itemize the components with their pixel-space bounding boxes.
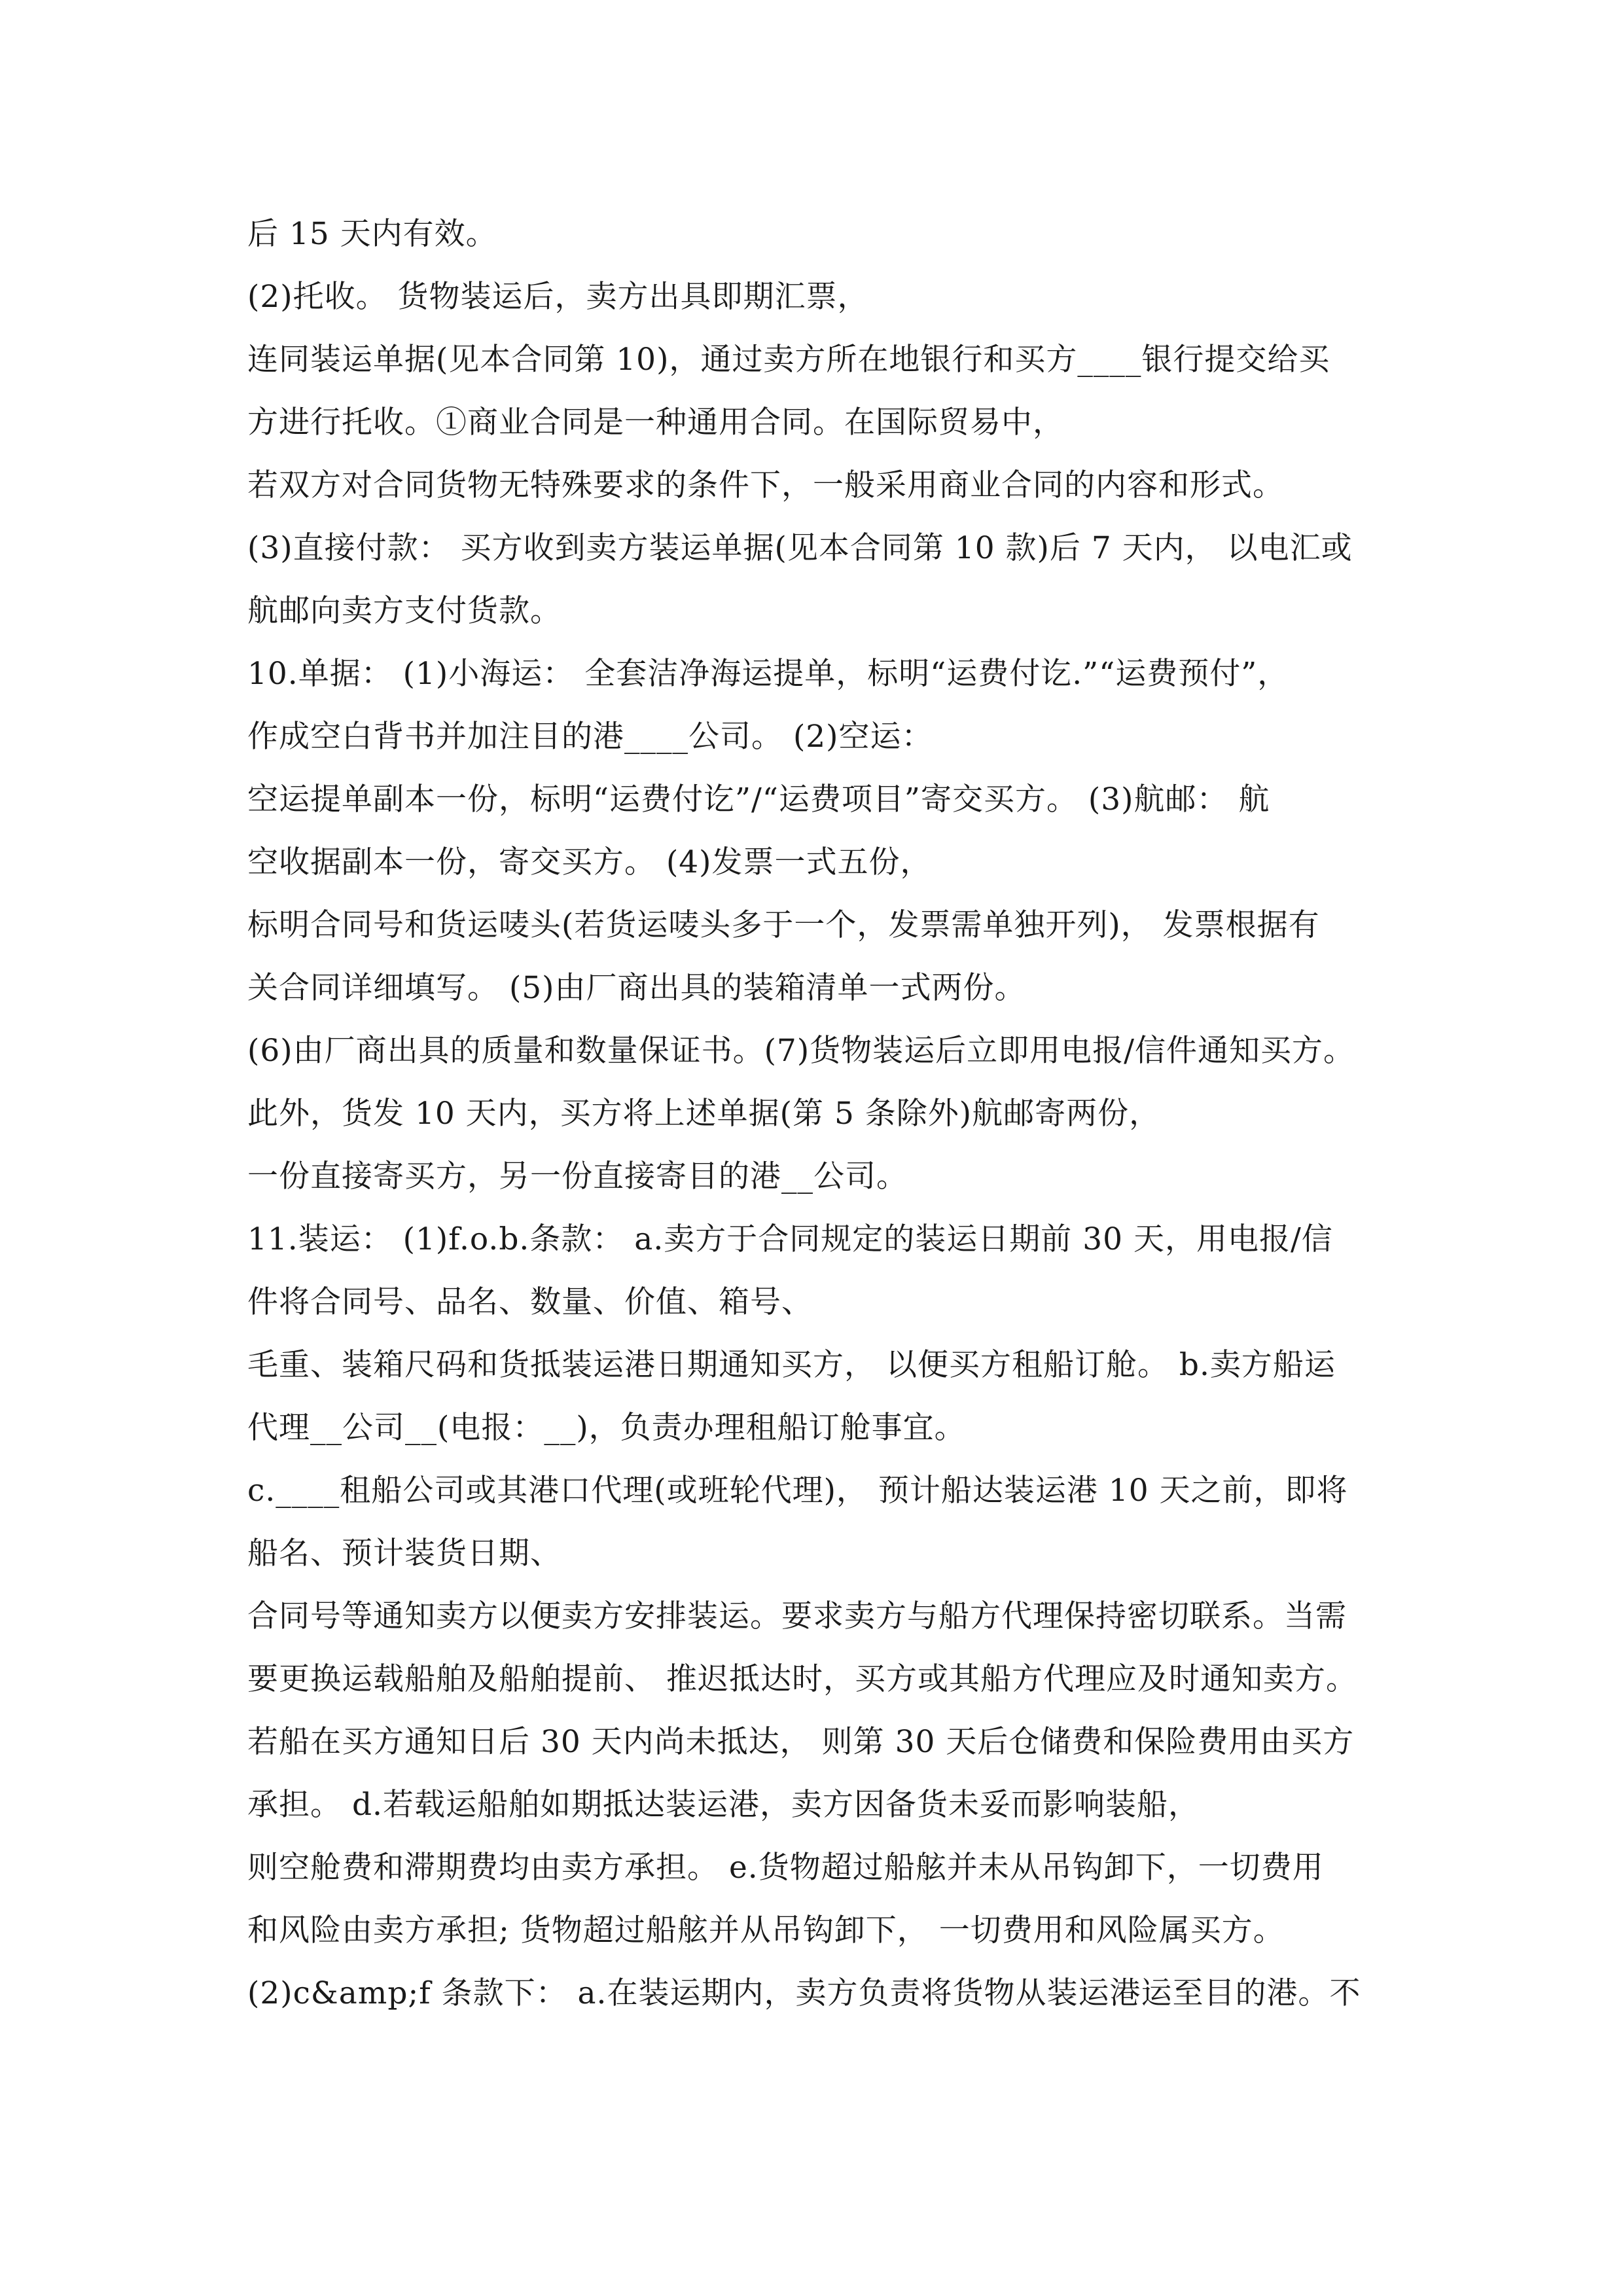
text-line: 代理__公司__(电报：__)，负责办理租船订舱事宜。 <box>247 1410 966 1446</box>
text-line: 和风险由卖方承担; 货物超过船舷并从吊钩卸下， 一切费用和风险属买方。 <box>247 1912 1285 1948</box>
text-line: 承担。 d.若载运船舶如期抵达装运港，卖方因备货未妥而影响装船， <box>247 1787 1200 1823</box>
text-line: 作成空白背书并加注目的港____公司。 (2)空运： <box>247 719 933 755</box>
text-line: 要更换运载船舶及船舶提前、 推迟抵达时，买方或其船方代理应及时通知卖方。 <box>247 1661 1357 1697</box>
text-line: 船名、预计装货日期、 <box>247 1535 562 1571</box>
text-line: 毛重、装箱尺码和货抵装运港日期通知买方， 以便买方租船订舱。 b.卖方船运 <box>247 1347 1336 1383</box>
text-line: (2)c&amp;f 条款下： a.在装运期内，卖方负责将货物从装运港运至目的港。不 <box>247 1975 1361 2011</box>
text-line: 标明合同号和货运唛头(若货运唛头多于一个，发票需单独开列)， 发票根据有 <box>247 907 1320 943</box>
text-line: 航邮向卖方支付货款。 <box>247 593 562 629</box>
text-line: (2)托收。 货物装运后，卖方出具即期汇票， <box>247 279 869 315</box>
text-line: 此外，货发 10 天内，买方将上述单据(第 5 条除外)航邮寄两份， <box>247 1096 1161 1132</box>
text-line: 连同装运单据(见本合同第 10)，通过卖方所在地银行和买方____银行提交给买 <box>247 342 1330 378</box>
text-line: 空运提单副本一份，标明“运费付讫”/“运费项目”寄交买方。 (3)航邮： 航 <box>247 781 1270 817</box>
text-line: 若船在买方通知日后 30 天内尚未抵达， 则第 30 天后仓储费和保险费用由买方 <box>247 1724 1355 1760</box>
text-line: (6)由厂商出具的质量和数量保证书。(7)货物装运后立即用电报/信件通知买方。 <box>247 1033 1355 1069</box>
text-line: 10.单据： (1)小海运： 全套洁净海运提单，标明“运费付讫.”“运费预付”， <box>247 656 1289 692</box>
text-line: 件将合同号、品名、数量、价值、箱号、 <box>247 1284 813 1320</box>
text-line: 则空舱费和滞期费均由卖方承担。 e.货物超过船舷并未从吊钩卸下，一切费用 <box>247 1850 1324 1886</box>
text-line: 关合同详细填写。 (5)由厂商出具的装箱清单一式两份。 <box>247 970 1026 1006</box>
text-line: 11.装运： (1)f.o.b.条款： a.卖方于合同规定的装运日期前 30 天，用电报/信 <box>247 1221 1333 1257</box>
text-line: 空收据副本一份，寄交买方。 (4)发票一式五份， <box>247 844 932 880</box>
text-line: 若双方对合同货物无特殊要求的条件下，一般采用商业合同的内容和形式。 <box>247 467 1284 503</box>
text-line: 后 15 天内有效。 <box>247 216 497 252</box>
text-line: (3)直接付款： 买方收到卖方装运单据(见本合同第 10 款)后 7 天内， 以电汇或 <box>247 530 1353 566</box>
document-body <box>247 203 1432 2025</box>
text-line: 合同号等通知卖方以便卖方安排装运。要求卖方与船方代理保持密切联系。当需 <box>247 1598 1347 1634</box>
text-line: c.____租船公司或其港口代理(或班轮代理)， 预计船达装运港 10 天之前，即将 <box>247 1473 1348 1509</box>
text-line: 一份直接寄买方，另一份直接寄目的港__公司。 <box>247 1158 908 1194</box>
text-line: 方进行托收。①商业合同是一种通用合同。在国际贸易中， <box>247 404 1064 440</box>
